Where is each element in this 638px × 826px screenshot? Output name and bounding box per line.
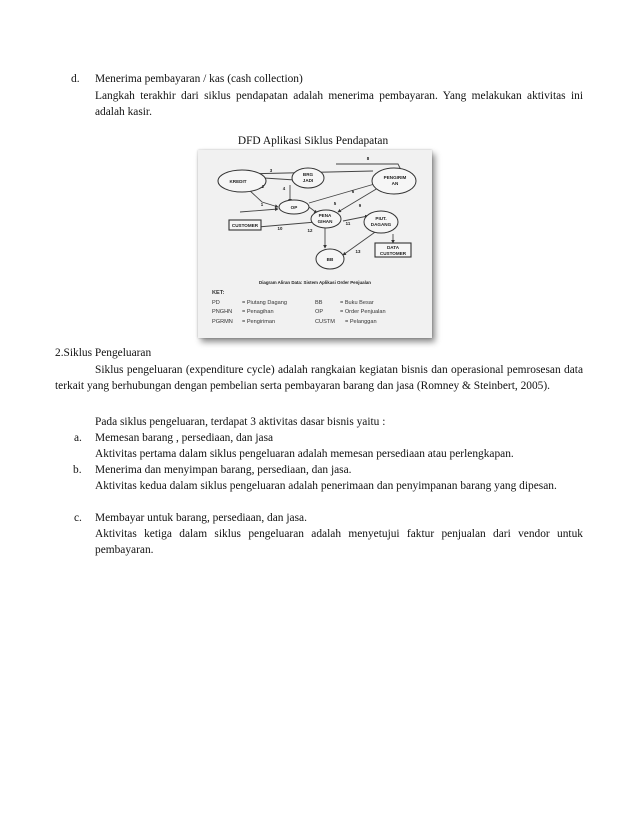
label-pengiriman-2: AN xyxy=(391,181,399,186)
label-bb: BB xyxy=(326,257,334,262)
legend-title: KET: xyxy=(212,290,225,296)
legend-desc: = Order Penjualan xyxy=(340,309,386,315)
list-marker-b: b. xyxy=(73,464,82,476)
legend-desc: = Pengiriman xyxy=(242,319,276,325)
legend-code: OP xyxy=(315,309,324,315)
list-marker-c: c. xyxy=(74,512,82,524)
section-d-body: Langkah terakhir dari siklus pendapatan adalah menerima pembayaran. Yang melakukan aktivitas ini adalah kasir. xyxy=(95,90,583,118)
flow-customer-penagihan xyxy=(258,222,316,227)
flow-number: 8 xyxy=(366,156,370,161)
label-data-customer-1: DATA xyxy=(386,245,400,250)
list-item-body: Aktivitas kedua dalam siklus pengeluaran adalah penerimaan dan penyimpanan barang yang dipesan. xyxy=(95,480,557,492)
label-penagihan-2: GIHAN xyxy=(317,219,333,224)
list-item-title: Memesan barang , persediaan, dan jasa xyxy=(95,432,274,444)
legend-desc: = Pelanggan xyxy=(345,319,377,325)
section-paragraph: Siklus pengeluaran (expenditure cycle) adalah rangkaian kegiatan bisnis dan operasional pemrosesan data terkait yang berhubungan dengan pembelian serta pembayaran barang dan jasa (Romney & Steinbert, 2005). xyxy=(55,364,583,392)
list-item-body: Aktivitas pertama dalam siklus pengeluaran adalah memesan persediaan atau perlengkapan. xyxy=(95,448,514,460)
label-op: OP xyxy=(290,205,298,210)
diagram-title: Diagram Aliran Data: Sistem Aplikasi Order Penjualan xyxy=(259,280,371,285)
flow-number: 12 xyxy=(307,228,313,233)
list-item-title: Menerima dan menyimpan barang, persediaan, dan jasa. xyxy=(95,464,352,476)
label-piut-dagang-2: DAGANG xyxy=(370,222,392,227)
section-heading: 2.Siklus Pengeluaran xyxy=(55,347,152,359)
legend xyxy=(212,300,386,325)
list-marker-a: a. xyxy=(74,432,82,444)
section-intro: Pada siklus pengeluaran, terdapat 3 aktivitas dasar bisnis yaitu : xyxy=(95,416,386,428)
flow-kredit-brgjadi xyxy=(264,178,295,180)
flow-number: 10 xyxy=(277,226,283,231)
flow-pengiriman-penagihan xyxy=(338,188,378,212)
flow-number: 13 xyxy=(355,249,361,254)
legend-desc: = Penagihan xyxy=(242,309,274,315)
label-penagihan-1: PENA xyxy=(318,213,332,218)
list-item-title: Membayar untuk barang, persediaan, dan jasa. xyxy=(95,512,307,524)
flow-number: 1 xyxy=(260,202,264,207)
flow-piut-bb xyxy=(343,230,378,255)
flow-number: 2 xyxy=(261,184,265,189)
flow-op-pengiriman xyxy=(309,183,378,203)
legend-code: CUSTM xyxy=(315,319,335,325)
legend-desc: = Buku Besar xyxy=(340,300,374,306)
list-marker-d: d. xyxy=(71,73,80,85)
flow-number: 11 xyxy=(345,221,351,226)
flow-number: 9 xyxy=(358,203,362,208)
legend-code: PNGHN xyxy=(212,309,233,315)
legend-code: PD xyxy=(212,300,220,306)
flow-customer-op xyxy=(240,209,278,212)
figure-caption: DFD Aplikasi Siklus Pendapatan xyxy=(237,135,389,147)
flow-number: 6 xyxy=(351,189,355,194)
label-kredit: KREDIT xyxy=(229,179,247,184)
label-customer: CUSTOMER xyxy=(231,223,259,228)
dfd-figure xyxy=(198,150,432,338)
flow-number: 5 xyxy=(333,201,337,206)
label-pengiriman-1: PENGIRIM xyxy=(383,175,407,180)
label-brg-jadi-2: JADI xyxy=(302,178,314,183)
legend-code: PGRMN xyxy=(212,319,233,325)
legend-desc: = Piutang Dagang xyxy=(242,300,287,306)
label-brg-jadi-1: BRG xyxy=(302,172,314,177)
flow-number: 3 xyxy=(269,168,273,173)
label-data-customer-2: CUSTOMER xyxy=(379,251,407,256)
section-d-title: Menerima pembayaran / kas (cash collection) xyxy=(95,73,303,85)
flow-number: 4 xyxy=(282,186,286,191)
legend-code: BB xyxy=(315,300,323,306)
dfd-diagram xyxy=(198,150,432,338)
label-piut-dagang-1: PIUT. xyxy=(375,216,387,221)
list-item-body: Aktivitas ketiga dalam siklus pengeluaran adalah menyetujui faktur penjualan dari vendor untuk pembayaran. xyxy=(95,528,583,556)
